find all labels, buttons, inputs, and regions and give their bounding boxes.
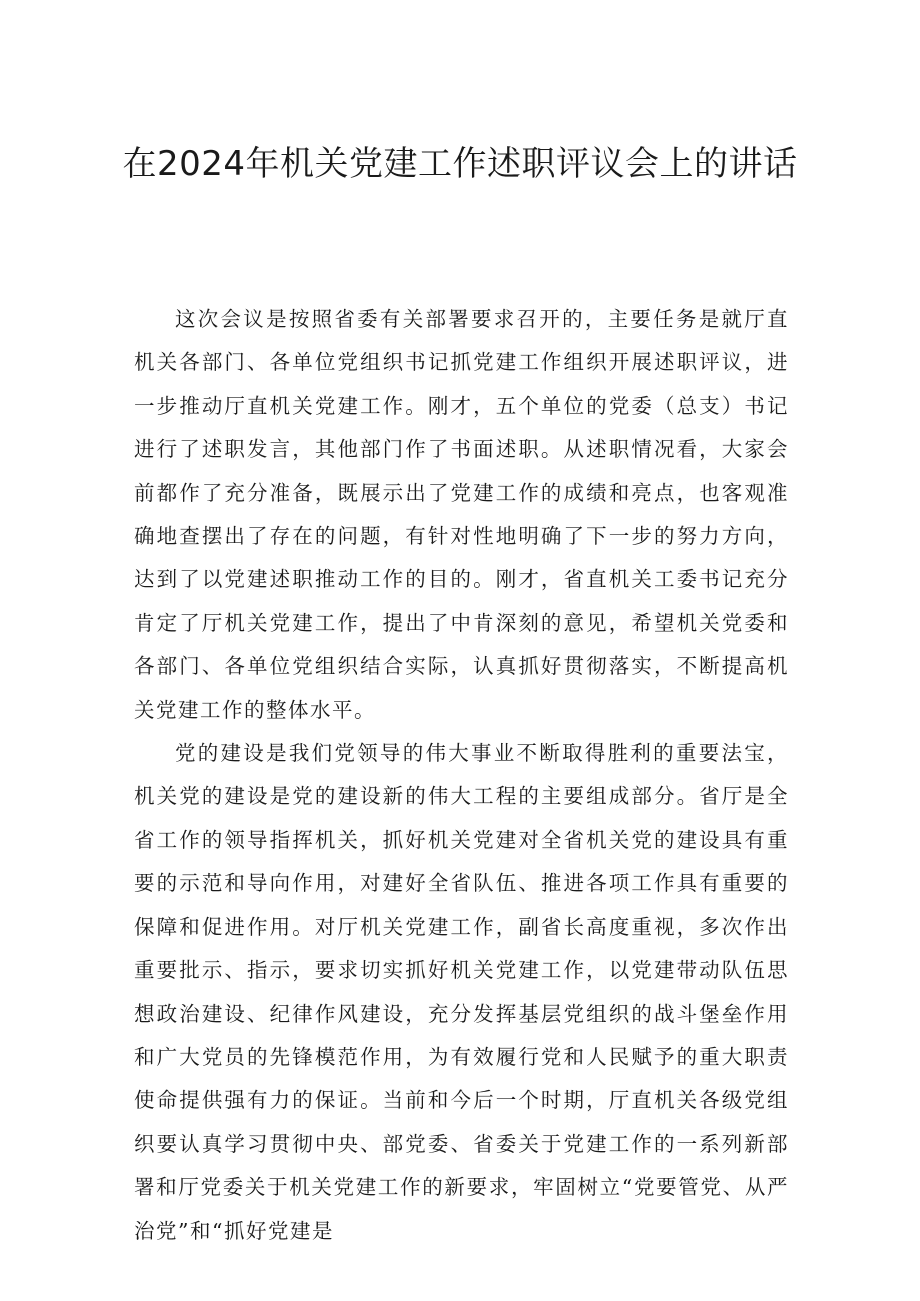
document-title: 在2024年机关党建工作述职评议会上的讲话 — [122, 144, 798, 184]
paragraph-1: 这次会议是按照省委有关部署要求召开的，主要任务是就厅直机关各部门、各单位党组织书记抓党建工作组织开展述职评议，进一步推动厅直机关党建工作。刚才，五个单位的党委（总支）书记进行了述职发言，其他部门作了书面述职。从述职情况看，大家会前都作了充分准备，既展示出了党建工作的成绩和亮点，也客观准确地查摆出了存在的问题，有针对性地明确了下一步的努力方向，达到了以党建述职推动工作的目的。刚才，省直机关工委书记充分肯定了厅机关党建工作，提出了中肯深刻的意见，希望机关党委和各部门、各单位党组织结合实际，认真抓好贯彻落实，不断提高机关党建工作的整体水平。 — [134, 307, 789, 722]
document-body — [134, 298, 789, 1253]
paragraph-2: 党的建设是我们党领导的伟大事业不断取得胜利的重要法宝，机关党的建设是党的建设新的伟大工程的主要组成部分。省厅是全省工作的领导指挥机关，抓好机关党建对全省机关党的建设具有重要的示范和导向作用，对建好全省队伍、推进各项工作具有重要的保障和促进作用。对厅机关党建工作，副省长高度重视，多次作出重要批示、指示，要求切实抓好机关党建工作，以党建带动队伍思想政治建设、纪律作风建设，充分发挥基层党组织的战斗堡垒作用和广大党员的先锋模范作用，为有效履行党和人民赋予的重大职责使命提供强有力的保证。当前和今后一个时期，厅直机关各级党组织要认真学习贯彻中央、部党委、省委关于党建工作的一系列新部署和厅党委关于机关党建工作的新要求，牢固树立“党要管党、从严治党”和“抓好党建是 — [134, 741, 789, 1243]
